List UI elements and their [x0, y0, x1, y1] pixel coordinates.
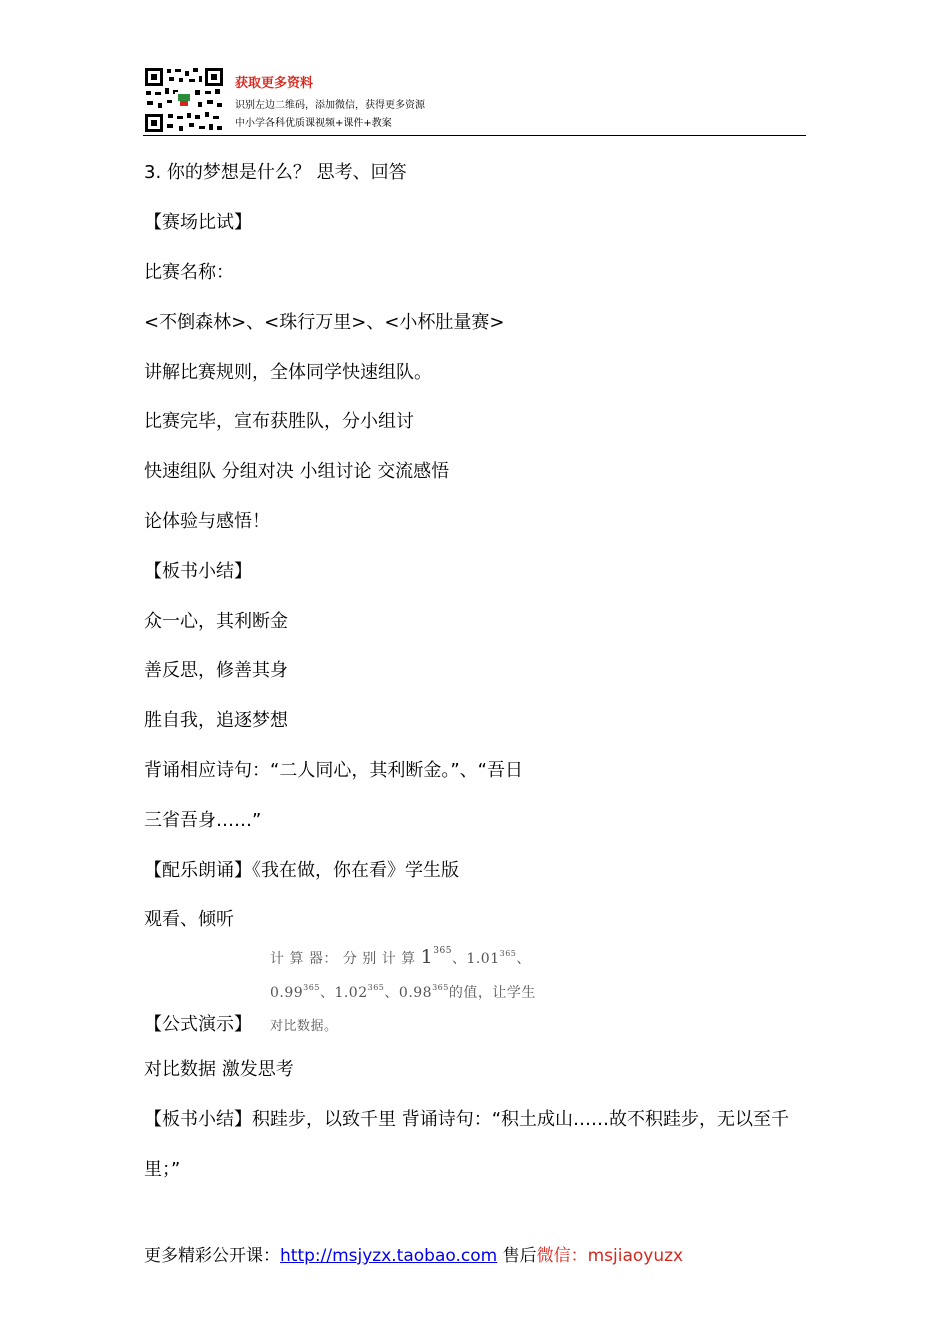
formula-separator: 、 [516, 951, 531, 967]
text-line: 比赛完毕，宣布获胜队，分小组讨 [144, 411, 414, 432]
qr-code-icon [143, 66, 225, 134]
text-line: 论体验与感悟！ [144, 511, 270, 532]
formula-separator: 、 [384, 985, 399, 1001]
formula-separator: 、 [319, 985, 335, 1001]
footer [144, 1241, 683, 1266]
text-line: 比赛名称： [144, 262, 234, 283]
formula-exponent: 365 [367, 983, 385, 992]
promo-line-2: 中小学各科优质课视频+课件+教案 [235, 118, 392, 129]
section-heading: 【赛场比试】 [144, 212, 252, 233]
shop-link[interactable]: http://msjyzx.taobao.com [280, 1246, 498, 1266]
footer-prefix: 更多精彩公开课： [144, 1246, 280, 1266]
header-divider [143, 135, 806, 136]
promo-line-1: 识别左边二维码，添加微信，获得更多资源 [235, 100, 425, 111]
formula-row-3: 对比数据。 [270, 1019, 338, 1034]
text-line: 观看、倾听 [144, 909, 234, 930]
formula-base: 0.99 [270, 985, 304, 1001]
formula-exponent: 365 [303, 983, 320, 992]
text-line: 胜自我，追逐梦想 [144, 710, 288, 731]
text-line: 背诵相应诗句：“二人同心，其利断金。”、“吾日 [144, 760, 523, 781]
text-line: 讲解比赛规则，全体同学快速组队。 [144, 362, 432, 383]
footer-after-sales: 售后 [502, 1246, 537, 1266]
formula-text: 计 算 器： 分 别 计 算 [270, 951, 416, 967]
formula-exponent: 365 [432, 983, 449, 992]
formula-exponent: 365 [433, 946, 452, 956]
formula-text: 的值，让学生 [448, 985, 536, 1001]
text-line: 善反思，修善其身 [144, 660, 288, 681]
formula-base: 0.98 [398, 985, 433, 1001]
text-line: 对比数据 激发思考 [144, 1059, 294, 1080]
text-line: 快速组队 分组对决 小组讨论 交流感悟 [144, 461, 450, 482]
text-line: <不倒森林>、<珠行万里>、<小杯肚量赛> [144, 312, 505, 333]
formula-separator: 、 [451, 951, 467, 967]
section-heading: 【板书小结】 [144, 561, 252, 582]
formula-base: 1.02 [334, 985, 368, 1001]
footer-wechat-label: 微信： [536, 1246, 588, 1266]
promo-header [143, 66, 806, 136]
text-line: 3. 你的梦想是什么？ 思考、回答 [144, 162, 407, 183]
formula-row-1 [270, 946, 531, 968]
formula-base: 1.01 [466, 951, 500, 967]
text-line: 【板书小结】积跬步，以致千里 背诵诗句：“积土成山……故不积跬步，无以至千 [144, 1109, 790, 1130]
formula-base: 1 [420, 946, 434, 968]
promo-title: 获取更多资料 [235, 76, 314, 91]
formula-row-2 [270, 982, 536, 1002]
text-line: 三省吾身……” [144, 810, 262, 831]
text-line: 里；” [144, 1159, 181, 1180]
formula-exponent: 365 [499, 949, 517, 958]
footer-wechat-id: msjiaoyuzx [587, 1246, 684, 1266]
section-heading: 【配乐朗诵】《我在做，你在看》学生版 [144, 860, 459, 881]
section-heading: 【公式演示】 [144, 1014, 252, 1035]
text-line: 众一心，其利断金 [144, 611, 288, 632]
